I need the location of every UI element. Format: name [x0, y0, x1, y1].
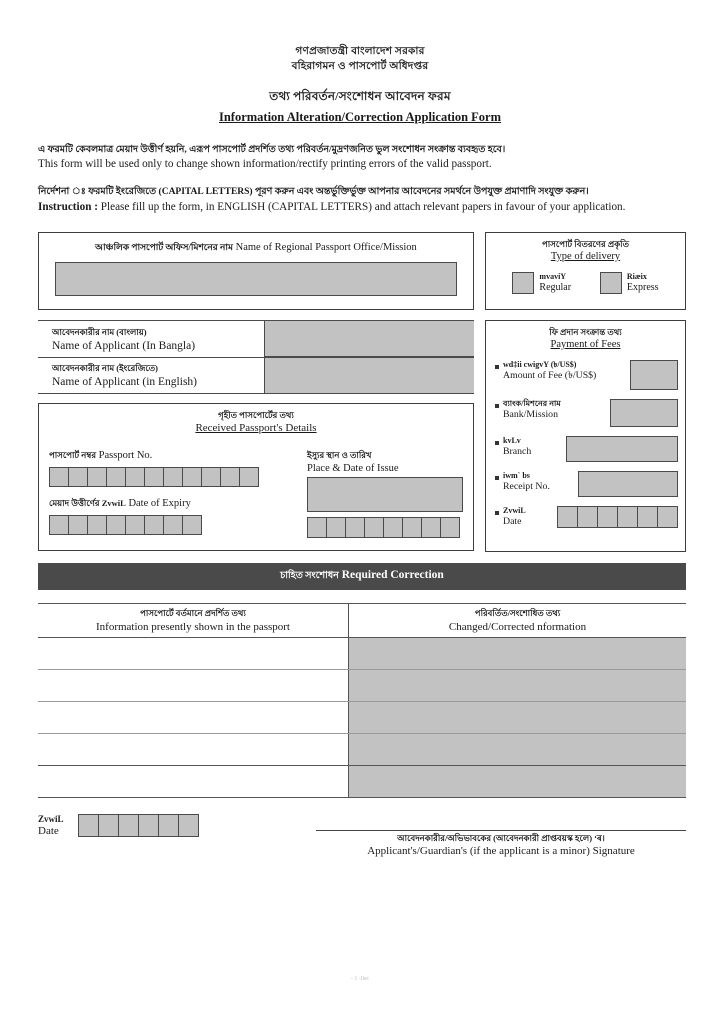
correction-table-header-row [38, 603, 686, 637]
name-bangla-label-cell [38, 320, 265, 357]
passport-no-character-box[interactable] [106, 467, 126, 487]
office-label-english: Name of Regional Passport Office/Mission [235, 241, 417, 253]
fee-item-amount [493, 360, 678, 390]
footer-date-character-box[interactable] [178, 814, 199, 837]
delivery-option-express[interactable] [600, 272, 659, 294]
receipt-no-label-bangla: iwm` bs [503, 471, 530, 481]
date-of-issue-character-box[interactable] [421, 517, 441, 538]
name-english-input[interactable] [265, 358, 474, 393]
government-line-bangla-1: গণপ্রজাতন্ত্রী বাংলাদেশ সরকার [295, 46, 425, 57]
bullet-icon [495, 365, 499, 369]
table-row [38, 357, 474, 393]
required-correction-bangla: চাহিত সংশোধন [280, 570, 339, 581]
table-row [38, 701, 686, 733]
correction-corrected-cell[interactable] [349, 669, 687, 701]
passport-no-label [49, 449, 293, 463]
date-of-issue-character-box[interactable] [364, 517, 384, 538]
correction-col-corrected-header [349, 603, 687, 637]
date-of-expiry-label-bangla: মেয়াদ উত্তীর্ণের ZvwiL [49, 498, 126, 509]
express-label-bangla: Riæix [626, 272, 647, 282]
correction-col-present-bangla: পাসপোর্টে বর্তমানে প্রদর্শিত তথ্য [140, 607, 246, 618]
bullet-icon [495, 404, 499, 408]
branch-label-bangla: kvLv [503, 436, 521, 446]
date-of-issue-character-box[interactable] [383, 517, 403, 538]
department-line-bangla: বহিরাগমন ও পাসপোর্ট অধিদপ্তর [291, 61, 429, 73]
instruction-english-text: Please fill up the form, in ENGLISH (CAPITAL LETTERS) and attach relevant papers in favour of your application. [100, 200, 626, 213]
required-correction-english: Required Correction [341, 568, 444, 581]
table-row [38, 765, 686, 797]
received-passport-title [49, 410, 463, 435]
bullet-icon [495, 441, 499, 445]
form-title-bangla: তথ্য পরিবর্তন/সংশোধন আবেদন ফরম [269, 89, 451, 104]
name-english-input-cell[interactable] [265, 357, 475, 393]
bank-mission-label-bangla: ব্যাংক/মিশনের নাম [503, 399, 561, 409]
fee-item-receipt [493, 471, 678, 497]
bullet-icon [495, 511, 499, 515]
date-of-expiry-label [49, 497, 293, 511]
date-of-issue-character-box[interactable] [326, 517, 346, 538]
express-label-english: Express [626, 282, 659, 294]
date-of-expiry-character-box[interactable] [125, 515, 145, 535]
correction-present-cell[interactable] [38, 701, 349, 733]
table-row [38, 669, 686, 701]
bank-mission-label-english: Bank/Mission [503, 409, 558, 421]
footer-date-label-bangla: ZvwiL [38, 813, 64, 824]
passport-number-column [49, 449, 293, 538]
footer-date-character-box[interactable] [158, 814, 179, 837]
table-row [38, 733, 686, 765]
date-of-expiry-character-box[interactable] [144, 515, 164, 535]
regular-checkbox[interactable] [512, 272, 534, 294]
correction-table [38, 603, 686, 798]
regular-label-bangla: mvaviY [539, 272, 567, 282]
required-correction-bar [38, 563, 686, 590]
date-of-expiry-character-box[interactable] [163, 515, 183, 535]
correction-present-cell[interactable] [38, 669, 349, 701]
name-english-label-cell [38, 357, 265, 393]
fee-date-character-box[interactable] [597, 506, 618, 528]
date-of-issue-character-box[interactable] [402, 517, 422, 538]
footer-date-character-box[interactable] [138, 814, 159, 837]
fee-item-bank [493, 399, 678, 427]
type-of-delivery-section [485, 232, 686, 310]
signature-caption-bangla: আবেদনকারীর/অভিভাবকের (আবেদনকারী প্রাপ্তবয়স্ক হলে) ‘ৰ। [397, 832, 605, 843]
amount-of-fee-input[interactable] [630, 360, 678, 390]
instructions-block [38, 144, 682, 216]
instruction-note-english: This form will be used only to change shown information/rectify printing errors of the valid passport. [38, 158, 492, 171]
receipt-no-input[interactable] [578, 471, 678, 497]
name-bangla-input-cell[interactable] [265, 320, 475, 357]
office-name-input[interactable] [55, 262, 457, 296]
received-passport-title-bangla: গৃহীত পাসপোর্টের তথ্য [218, 409, 294, 420]
branch-input[interactable] [566, 436, 678, 462]
office-and-delivery-row [38, 232, 686, 310]
fee-date-character-box[interactable] [657, 506, 678, 528]
signature-caption [316, 831, 686, 859]
instruction-note-bangla: এ ফরমটি কেবলমাত্র মেয়াদ উত্তীর্ণ হয়নি, এরূপ পাসপোর্ট প্রদর্শিত তথ্য পরিবর্তন/মুদ্রণজনিত ভুল সংশোধন সংক্রান্ত ব্যবহৃত হবে। [38, 144, 506, 155]
date-of-issue-character-box[interactable] [345, 517, 365, 538]
correction-col-corrected-english: Changed/Corrected nformation [448, 620, 587, 633]
applicant-and-fees-row [38, 320, 686, 552]
passport-no-label-english: Passport No. [98, 450, 153, 462]
place-issue-label-bangla-wrap [307, 449, 463, 463]
date-of-expiry-input[interactable] [49, 515, 293, 535]
express-checkbox[interactable] [600, 272, 622, 294]
document-header [0, 0, 720, 126]
fee-date-label-bangla: ZvwiL [503, 506, 526, 516]
name-english-label-bn: আবেদনকারীর নাম (ইংরেজিতে) [52, 363, 158, 374]
correction-corrected-cell[interactable] [349, 701, 687, 733]
signature-block [316, 812, 686, 859]
received-passport-details-section [38, 403, 474, 551]
date-of-expiry-character-box[interactable] [68, 515, 88, 535]
correction-col-corrected-bangla: পরিবর্তিত/সংশোধিত তথ্য [474, 607, 561, 618]
date-of-expiry-label-english: Date of Expiry [128, 498, 191, 510]
fee-date-label-english: Date [503, 516, 522, 528]
correction-present-cell[interactable] [38, 765, 349, 797]
applicant-name-table [38, 320, 474, 394]
payment-of-fees-section [485, 320, 686, 552]
footer-date-label [38, 812, 64, 838]
place-issue-label-english: Place & Date of Issue [307, 463, 399, 475]
passport-no-character-box[interactable] [49, 467, 69, 487]
instruction-english-label: Instruction : [38, 200, 98, 213]
correction-col-present-english: Information presently shown in the passport [96, 620, 290, 633]
passport-no-input[interactable] [49, 467, 293, 487]
date-of-issue-character-box[interactable] [440, 517, 460, 538]
passport-no-character-box[interactable] [201, 467, 221, 487]
delivery-option-regular[interactable] [512, 272, 571, 294]
express-label [627, 272, 659, 294]
fee-date-character-box[interactable] [637, 506, 658, 528]
delivery-title [494, 239, 677, 264]
place-date-issue-column [307, 449, 463, 538]
fee-date-character-box[interactable] [557, 506, 578, 528]
footer-date-character-box[interactable] [98, 814, 119, 837]
passport-no-character-box[interactable] [87, 467, 107, 487]
fee-date-character-box[interactable] [617, 506, 638, 528]
footer-date-input[interactable] [78, 814, 199, 837]
signature-caption-english: Applicant's/Guardian's (if the applicant is a minor) Signature [367, 845, 635, 858]
passport-no-character-box[interactable] [68, 467, 88, 487]
footer-date-character-box[interactable] [78, 814, 99, 837]
amount-of-fee-label-english: Amount of Fee (৳/US$) [503, 370, 597, 382]
place-issue-label-bangla: ইস্যুর স্থান ও তারিখ [307, 450, 372, 461]
applicant-left-column [38, 320, 474, 551]
receipt-no-label-english: Receipt No. [503, 481, 550, 493]
correction-col-present-header [38, 603, 349, 637]
passport-no-label-bangla: পাসপোর্ট নম্বর [49, 450, 97, 461]
passport-no-character-box[interactable] [125, 467, 145, 487]
office-label-bangla: আঞ্চলিক পাসপোর্ট অফিস/মিশনের নাম [95, 241, 233, 252]
regular-label-english: Regular [539, 282, 572, 294]
fees-title-english: Payment of Fees [550, 338, 621, 350]
footer-date-label-english: Date [38, 824, 59, 837]
delivery-title-bangla: পাসপোর্ট বিতরণের প্রকৃতি [542, 238, 629, 249]
instruction-directive-english [38, 200, 682, 216]
bank-mission-input[interactable] [610, 399, 678, 427]
fees-title-bangla: ফি প্রদান সংক্রান্ত তথ্য [549, 326, 622, 337]
correction-corrected-cell[interactable] [349, 637, 687, 669]
regular-label [539, 272, 571, 294]
fee-date-input[interactable] [557, 506, 678, 528]
name-bangla-label-en: Name of Applicant (In Bangla) [52, 339, 196, 352]
footer-row [38, 812, 686, 859]
fees-title [493, 327, 678, 352]
branch-label-english: Branch [503, 446, 532, 458]
office-label [49, 240, 463, 255]
passport-no-character-box[interactable] [144, 467, 164, 487]
correction-corrected-cell[interactable] [349, 733, 687, 765]
passport-no-character-box[interactable] [239, 467, 259, 487]
amount-of-fee-label-bangla: wd‡ii cwigvY (৳/US$) [503, 360, 577, 370]
name-bangla-label-bn: আবেদনকারীর নাম (বাংলায়) [52, 326, 147, 337]
bullet-icon [495, 476, 499, 480]
passport-no-character-box[interactable] [163, 467, 183, 487]
fee-date-character-box[interactable] [577, 506, 598, 528]
fee-item-branch [493, 436, 678, 462]
correction-present-cell[interactable] [38, 637, 349, 669]
form-title-english: Information Alteration/Correction Application Form [218, 109, 502, 124]
instruction-directive-bangla [38, 186, 682, 199]
delivery-title-english: Type of delivery [550, 250, 621, 262]
name-english-label-en: Name of Applicant (in English) [52, 376, 197, 389]
date-of-expiry-character-box[interactable] [106, 515, 126, 535]
passport-no-character-box[interactable] [182, 467, 202, 487]
passport-no-character-box[interactable] [220, 467, 240, 487]
delivery-options [494, 272, 677, 294]
date-of-expiry-character-box[interactable] [182, 515, 202, 535]
date-of-expiry-character-box[interactable] [87, 515, 107, 535]
date-of-issue-character-box[interactable] [307, 517, 327, 538]
correction-present-cell[interactable] [38, 733, 349, 765]
table-row [38, 637, 686, 669]
date-of-expiry-character-box[interactable] [49, 515, 69, 535]
instruction-bangla-label: নির্দেশনা ঃ [38, 187, 86, 198]
correction-corrected-cell[interactable] [349, 765, 687, 797]
fee-item-date [493, 506, 678, 528]
page-footer-note: - 1 -0ec [350, 976, 370, 982]
received-passport-title-english: Received Passport's Details [195, 421, 317, 434]
name-bangla-input[interactable] [265, 321, 474, 357]
footer-date-character-box[interactable] [118, 814, 139, 837]
table-row [38, 320, 474, 357]
instruction-bangla-text: ফরমটি ইংরেজিতে (CAPITAL LETTERS) পূরণ করুন এবং অন্তর্ভুক্তির্ভুক্ত আপনার আবেদনের সমর্থনে উপযুক্ত প্রমাণাদি সংযুক্ত করুন। [88, 187, 589, 198]
regional-passport-office-section [38, 232, 474, 310]
date-of-issue-input[interactable] [307, 517, 463, 538]
place-of-issue-input[interactable] [307, 477, 463, 512]
